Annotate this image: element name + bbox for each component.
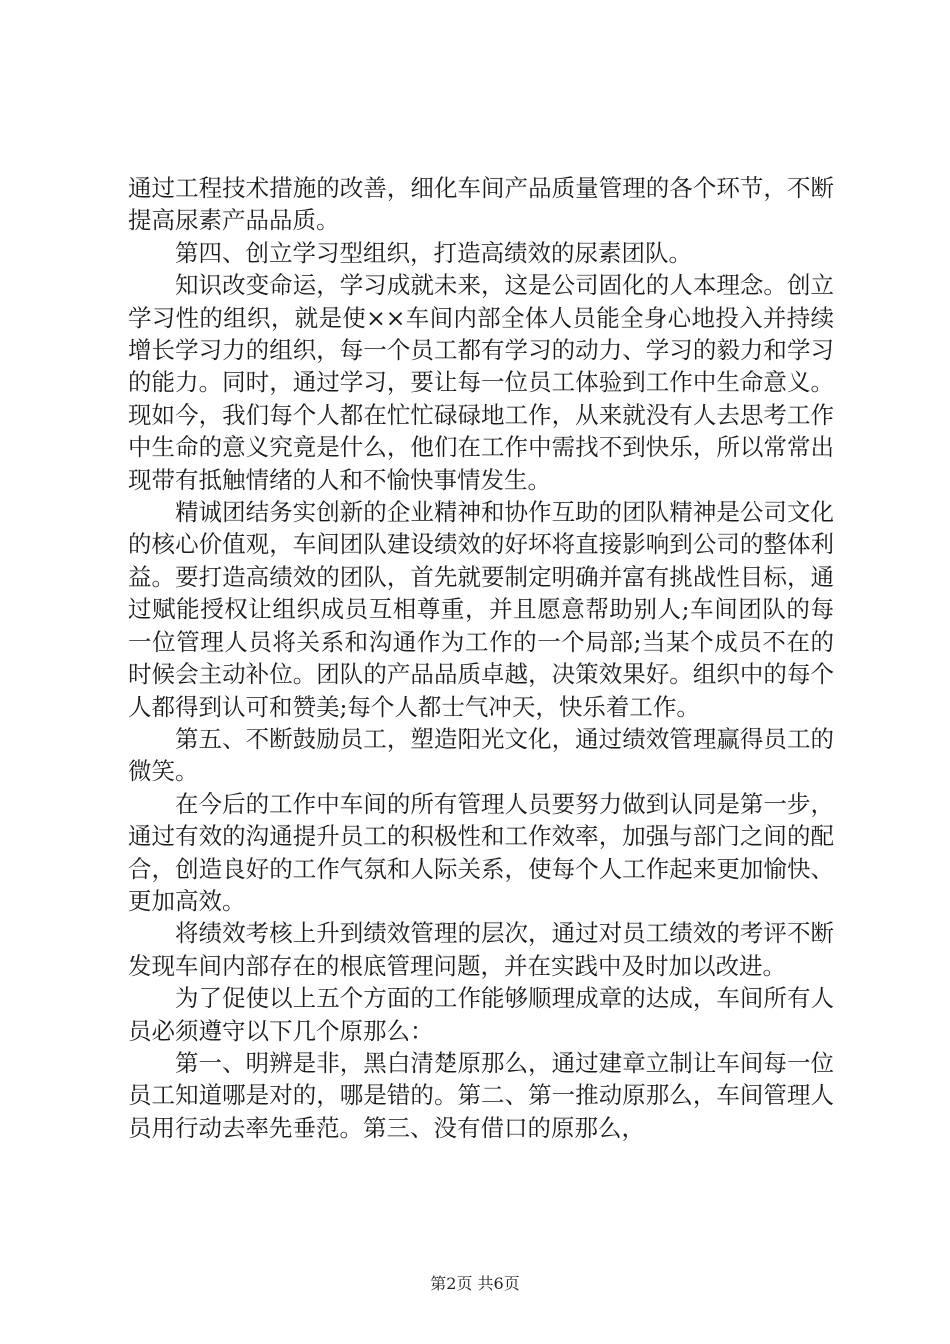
paragraph-principles-list: 第一、明辨是非，黑白清楚原那么，通过建章立制让车间每一位员工知道哪是对的，哪是错的。第二、第一推动原那么，车间管理人员用行动去率先垂范。第三、没有借口的原那么， — [128, 1048, 834, 1142]
paragraph-continuation: 通过工程技术措施的改善，细化车间产品质量管理的各个环节，不断提高尿素产品品质。 — [128, 174, 834, 235]
paragraph-principles-intro: 为了促使以上五个方面的工作能够顺理成章的达成，车间所有人员必须遵守以下几个原那么： — [128, 984, 834, 1045]
paragraph-performance-management: 将绩效考核上升到绩效管理的层次，通过对员工绩效的考评不断发现车间内部存在的根底管理问题，并在实践中及时加以改进。 — [128, 919, 834, 980]
paragraph-heading-fifth: 第五、不断鼓励员工，塑造阳光文化，通过绩效管理赢得员工的微笑。 — [128, 724, 834, 786]
paragraph-team-spirit: 精诚团结务实创新的企业精神和协作互助的团队精神是公司文化的核心价值观，车间团队建设绩效的好坏将直接影响到公司的整体利益。要打造高绩效的团队，首先就要制定明确并富有挑战性目标，通过赋能授权让组织成员互相尊重，并且愿意帮助别人;车间团队的每一位管理人员将关系和沟通作为工作的一个局部;当某个成员不在的时候会主动补位。团队的产品品质卓越，决策效果好。组织中的每个人都得到认可和赞美;每个人都士气冲天，快乐着工作。 — [128, 498, 834, 721]
paragraph-learning-organization: 知识改变命运，学习成就未来，这是公司固化的人本理念。创立学习性的组织，就是使××车间内部全体人员能全身心地投入并持续增长学习力的组织，每一个员工都有学习的动力、学习的毅力和学习的能力。同时，通过学习，要让每一位员工体验到工作中生命意义。现如今，我们每个人都在忙忙碌碌地工作，从来就没有人去思考工作中生命的意义究竟是什么，他们在工作中需找不到快乐，所以常常出现带有抵触情绪的人和不愉快事情发生。 — [128, 271, 834, 494]
paragraph-heading-fourth: 第四、创立学习型组织，打造高绩效的尿素团队。 — [175, 238, 692, 267]
paragraph-future-work: 在今后的工作中车间的所有管理人员要努力做到认同是第一步，通过有效的沟通提升员工的积极性和工作效率，加强与部门之间的配合，创造良好的工作气氛和人际关系，使每个人工作起来更加愉快、更加高效。 — [128, 789, 834, 915]
page-number-label: 第2页 共6页 — [430, 1274, 520, 1293]
document-body — [128, 172, 834, 1144]
page-footer — [0, 1274, 950, 1294]
